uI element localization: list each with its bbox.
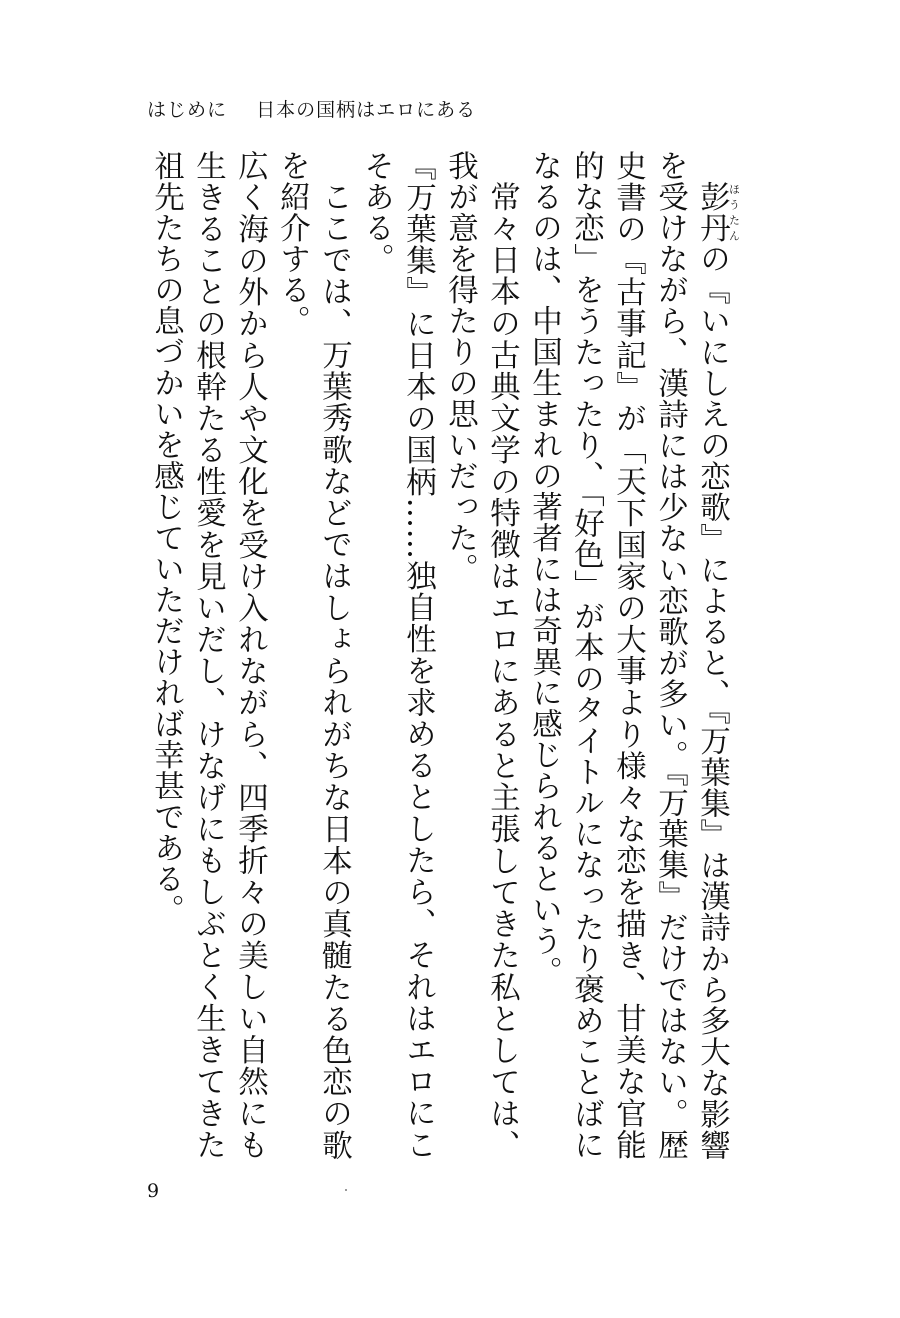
paragraph-3: 『万葉集』に日本の国柄……独自性を求めるとしたら、それはエロにこそある。: [358, 150, 436, 1160]
chapter-title: 日本の国柄はエロにある: [256, 99, 477, 121]
paragraph-2: 常々日本の古典文学の特徴はエロにあると主張してきた私としては、我が意を得たりの思いだった。: [442, 150, 520, 1160]
section-label: はじめに: [147, 99, 228, 121]
paragraph-1-text: の『いにしえの恋歌』によると、『万葉集』は漢詩から多大な影響を受けながら、漢詩には少ない恋歌が多い。『万葉集』だけではない。歴史書の『古事記』が「天下国家の大事より様々な恋を描き、甘美な官能的な恋」をうたったり、「好色」が本のタイトルになったり褒めことばになるのは、中国生まれの著者には奇異に感じられるという。: [526, 150, 730, 1161]
running-head: [147, 95, 476, 122]
page-number: 9: [147, 1180, 160, 1202]
print-speck: [345, 1189, 347, 1191]
paragraph-1: [523, 150, 741, 1160]
author-name: [694, 180, 741, 243]
author-name-base: 彭丹: [694, 180, 730, 243]
author-name-ruby: ほうたん: [727, 180, 741, 243]
paragraph-5: 広く海の外から人や文化を受け入れながら、四季折々の美しい自然にも生きることの根幹たる性愛を見いだし、けなげにもしぶとく生きてきた祖先たちの息づかいを感じていただければ幸甚である。: [148, 150, 268, 1160]
paragraph-4: ここでは、万葉秀歌などではしょられがちな日本の真髄たる色恋の歌を紹介する。: [274, 150, 352, 1160]
body-text: [140, 150, 740, 1160]
